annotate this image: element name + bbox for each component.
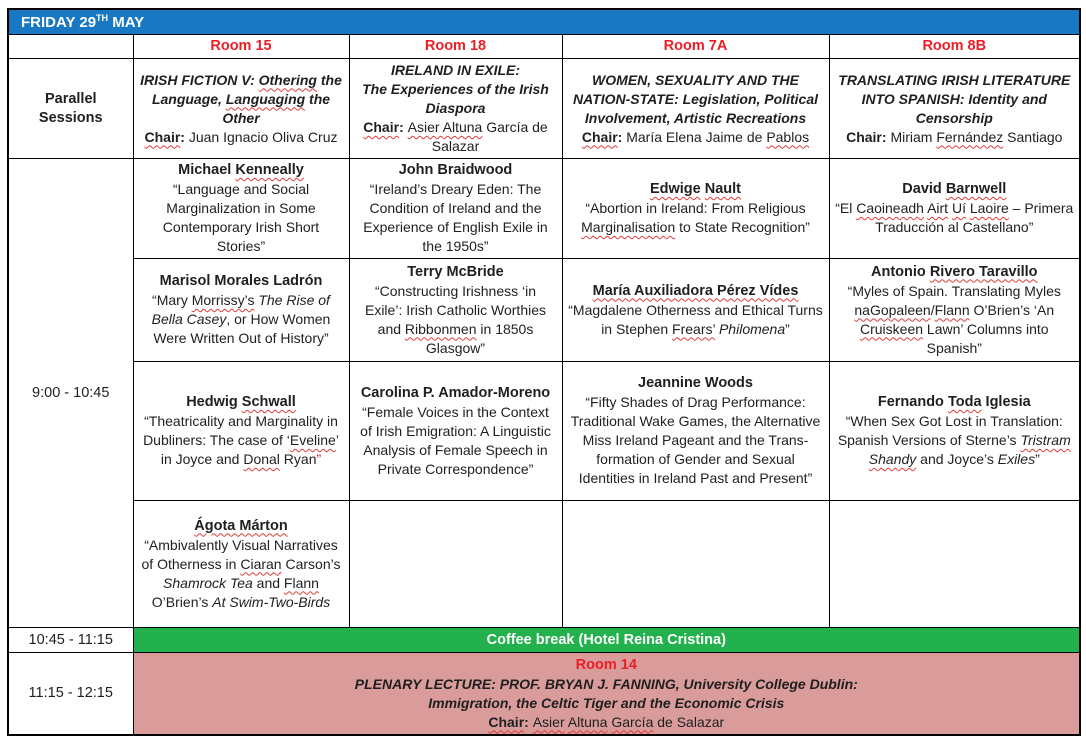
time-slot-coffee: 10:45 - 11:15 xyxy=(8,628,133,653)
session-title: WOMEN, SEXUALITY AND THE NATION-STATE: Legislation, Political Involvement, Artistic Recreations xyxy=(572,71,818,126)
empty-corner-cell xyxy=(8,35,133,59)
paper-title: “Myles of Spain. Translating Myles naGopaleen/Flann O’Brien’s ‘An Cruiskeen Lawn’ Columns into Spanish” xyxy=(847,282,1061,356)
table-row-presentations-1 xyxy=(8,159,1080,259)
date-header xyxy=(8,9,1080,35)
session-header-room8b xyxy=(829,59,1080,159)
table-row-coffee-break xyxy=(8,628,1080,653)
speaker-name: Jeannine Woods xyxy=(638,375,753,391)
date-header-text: FRIDAY 29TH MAY xyxy=(21,12,145,31)
plenary-chair: Chair: Asier Altuna García de Salazar xyxy=(488,713,725,730)
paper-title: “Magdalene Otherness and Ethical Turns in Stephen Frears’ Philomena” xyxy=(568,301,823,337)
presentation-cell-r4-room8b-empty xyxy=(829,501,1080,628)
paper-title: “Mary Morrissy’s The Rise of Bella Casey, or How Women Were Written Out of History” xyxy=(151,292,331,346)
paper-title: “Theatricality and Marginality in Dubliners: The case of ‘Eveline’ in Joyce and Donal Ryan” xyxy=(143,413,339,467)
session-chair: Chair: María Elena Jaime de Pablos xyxy=(581,128,810,145)
speaker-name: John Braidwood xyxy=(398,162,513,178)
coffee-break-banner: Coffee break (Hotel Reina Cristina) xyxy=(133,628,1080,653)
session-header-room7a xyxy=(562,59,829,159)
paper-title: “El Caoineadh Airt Uí Laoire – Primera Traducción al Castellano” xyxy=(835,200,1074,235)
speaker-name: Fernando Toda Iglesia xyxy=(877,394,1031,410)
session-title: IRISH FICTION V: Othering the Language, Languaging the Other xyxy=(140,71,342,126)
table-row-presentations-4 xyxy=(8,501,1080,628)
time-slot-plenary: 11:15 - 12:15 xyxy=(8,653,133,736)
paper-title: “When Sex Got Lost in Translation: Spanish Versions of Sterne’s Tristram Shandy and Joyce’s Exiles” xyxy=(837,413,1071,467)
paper-title: “Constructing Irishness ‘in Exile’: Irish Catholic Worthies and Ribbonmen in 1850s Glasgow” xyxy=(364,282,547,356)
session-chair: Chair: Juan Ignacio Oliva Cruz xyxy=(144,128,338,145)
speaker-name: Hedwig Schwall xyxy=(186,394,296,410)
table-row-session-headers xyxy=(8,59,1080,159)
paper-title: “Fifty Shades of Drag Performance: Traditional Wake Games, the Alternative Miss Ireland Pageant and the Trans-formation of Gender and Sexual Identities in Ireland Past and Present” xyxy=(570,394,821,486)
plenary-room-label: Room 14 xyxy=(575,656,637,673)
session-title: IRELAND IN EXILE: The Experiences of the Irish Diaspora xyxy=(362,62,549,116)
session-title: TRANSLATING IRISH LITERATURE INTO SPANISH: Identity and Censorship xyxy=(838,71,1071,126)
paper-title: “Abortion in Ireland: From Religious Marginalisation to State Recognition” xyxy=(581,200,810,235)
presentation-cell-r1-room7a xyxy=(562,159,829,259)
paper-title: “Ireland’s Dreary Eden: The Condition of Ireland and the Experience of English Exile in the 1950s” xyxy=(363,181,548,254)
room-header-8b: Room 8B xyxy=(829,35,1080,59)
parallel-sessions-label: Parallel Sessions xyxy=(8,59,133,159)
presentation-cell-r3-room18 xyxy=(349,362,562,501)
table-row-plenary xyxy=(8,653,1080,736)
presentation-cell-r4-room7a-empty xyxy=(562,501,829,628)
session-header-room18 xyxy=(349,59,562,159)
session-chair: Chair: Miriam Fernández Santiago xyxy=(846,128,1063,145)
speaker-name: David Barnwell xyxy=(902,181,1007,197)
plenary-lecture-cell xyxy=(133,653,1080,736)
paper-title: “Female Voices in the Context of Irish Emigration: A Linguistic Analysis of Female Speech in Private Correspondence” xyxy=(360,403,551,477)
presentation-cell-r3-room15 xyxy=(133,362,349,501)
presentation-cell-r1-room15 xyxy=(133,159,349,259)
paper-title: “Ambivalently Visual Narratives of Otherness in Ciaran Carson’s Shamrock Tea and Flann O’Brien’s At Swim-Two-Birds xyxy=(141,536,341,610)
presentation-cell-r2-room15 xyxy=(133,259,349,362)
speaker-name: Michael Kenneally xyxy=(178,162,304,178)
presentation-cell-r1-room18 xyxy=(349,159,562,259)
presentation-cell-r2-room8b xyxy=(829,259,1080,362)
speaker-name: Edwige Nault xyxy=(649,181,742,197)
speaker-name: Marisol Morales Ladrón xyxy=(159,273,323,289)
presentation-cell-r4-room18-empty xyxy=(349,501,562,628)
session-header-room15 xyxy=(133,59,349,159)
plenary-lecture-title: PLENARY LECTURE: PROF. BRYAN J. FANNING, University College Dublin: xyxy=(354,675,858,692)
speaker-name: Ágota Márton xyxy=(194,517,288,534)
room-header-18: Room 18 xyxy=(349,35,562,59)
speaker-name: Antonio Rivero Taravillo xyxy=(871,263,1038,280)
presentation-cell-r3-room8b xyxy=(829,362,1080,501)
presentation-cell-r4-room15 xyxy=(133,501,349,628)
paper-title: “Language and Social Marginalization in Some Contemporary Irish Short Stories” xyxy=(162,181,320,254)
table-row-rooms xyxy=(8,35,1080,59)
time-slot-morning: 9:00 - 10:45 xyxy=(8,159,133,628)
table-row-presentations-3 xyxy=(8,362,1080,501)
presentation-cell-r1-room8b xyxy=(829,159,1080,259)
room-header-7a: Room 7A xyxy=(562,35,829,59)
speaker-name: Carolina P. Amador-Moreno xyxy=(360,384,551,401)
table-row-presentations-2 xyxy=(8,259,1080,362)
speaker-name: María Auxiliadora Pérez Vídes xyxy=(592,282,799,299)
table-row-date xyxy=(8,9,1080,35)
plenary-lecture-subtitle: Immigration, the Celtic Tiger and the Economic Crisis xyxy=(428,694,785,711)
speaker-name: Terry McBride xyxy=(407,263,504,280)
presentation-cell-r2-room7a xyxy=(562,259,829,362)
schedule-table xyxy=(7,8,1081,736)
room-header-15: Room 15 xyxy=(133,35,349,59)
presentation-cell-r2-room18 xyxy=(349,259,562,362)
session-chair: Chair: Asier Altuna García de Salazar xyxy=(363,119,548,154)
presentation-cell-r3-room7a xyxy=(562,362,829,501)
